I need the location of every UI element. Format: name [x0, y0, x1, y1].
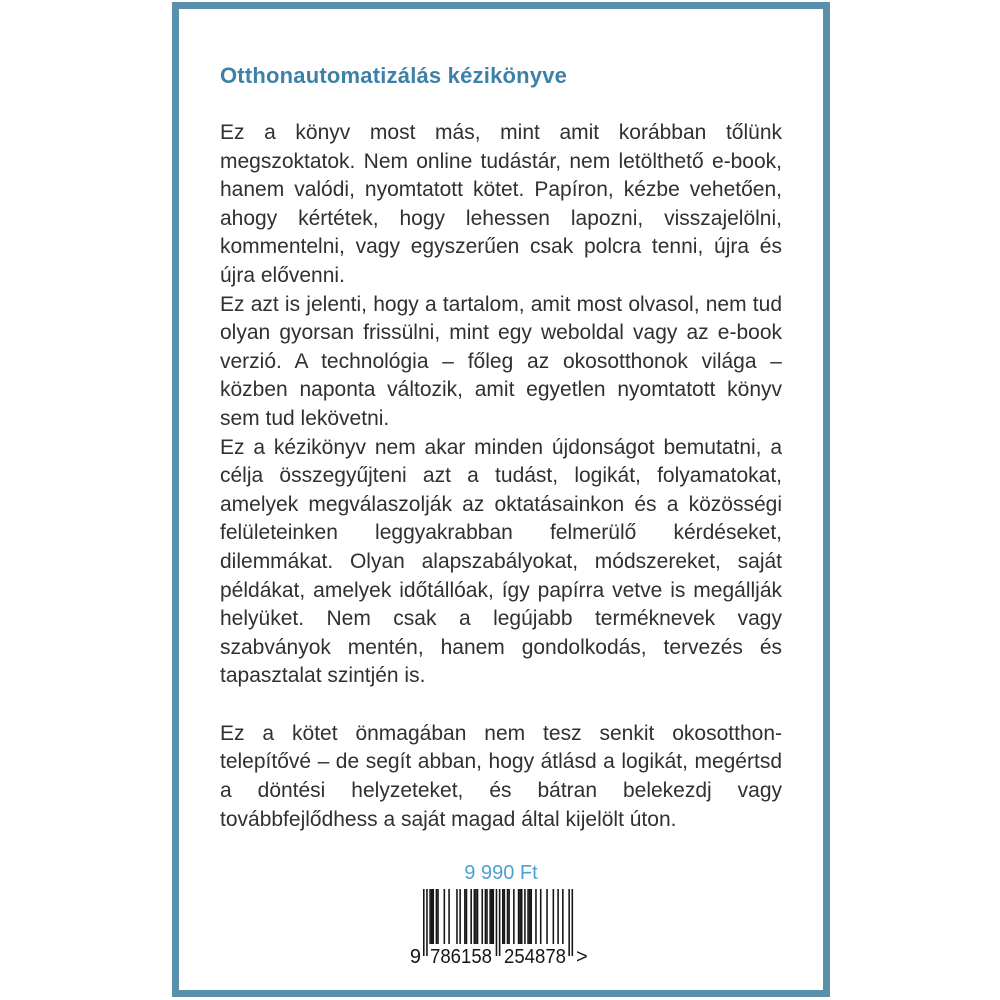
blurb-paragraph-2: Ez azt is jelenti, hogy a tartalom, amit most olvasol, nem tud olyan gyorsan frissülni, mint egy weboldal vagy az e-book verzió. A technológia – főleg az okosotthonok világa – közben naponta változik, amit egyetlen nyomtatott könyv sem tud lekövetni. [220, 292, 782, 430]
cover-text-block [179, 9, 823, 834]
barcode [409, 889, 593, 974]
barcode-digits-group2: 254878 [504, 946, 566, 968]
blurb-paragraph-1: Ez a könyv most más, mint amit korábban tőlünk megszoktatok. Nem online tudástár, nem letölthető e-book, hanem valódi, nyomtatott kötet. Papíron, kézbe vehetően, ahogy kértétek, hogy lehessen lapozni, visszajelölni, kommentelni, vagy egyszerűen csak polcra tenni, újra és újra elővenni. [220, 121, 782, 287]
barcode-suffix-arrow: > [576, 946, 588, 968]
barcode-digits-group1: 786158 [430, 946, 492, 968]
blurb-text [220, 119, 782, 834]
barcode-svg [409, 889, 593, 969]
book-back-cover [172, 2, 830, 997]
price-label: 9 990 Ft [464, 862, 538, 884]
blurb-paragraph-3: Ez a kézikönyv nem akar minden újdonságot bemutatni, a célja összegyűjteni azt a tudást, logikát, folyamatokat, amelyek megválaszolják az oktatásainkon és a közösségi felületeinken leggyakrabban felmerülő kérdéseket, dilemmákat. Olyan alapszabályokat, módszereket, saját példákat, amelyek időtállóak, így papírra vetve is megállják helyüket. Nem csak a legújabb terméknevek vagy szabványok mentén, hanem gondolkodás, tervezés és tapasztalat szintjén is. [220, 435, 782, 688]
blurb-paragraph-4: Ez a kötet önmagában nem tesz senkit okosotthon-telepítővé – de segít abban, hogy átlásd a logikát, megértsd a döntési helyzeteket, és bátran belekezdj vagy továbbfejlődhess a saját magad által kijelölt úton. [220, 721, 782, 831]
barcode-digit-prefix: 9 [409, 946, 421, 968]
page-title: Otthonautomatizálás kézikönyve [220, 63, 568, 88]
